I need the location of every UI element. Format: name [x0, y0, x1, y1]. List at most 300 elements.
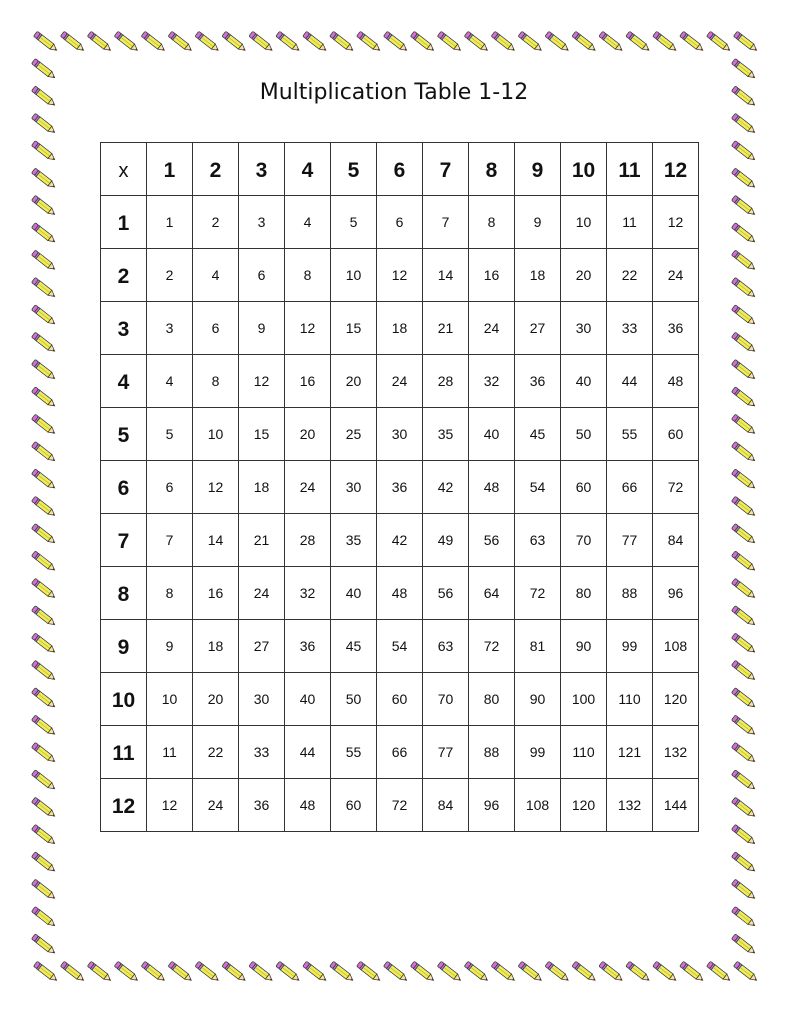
column-header: 6 [377, 143, 423, 196]
product-cell: 33 [239, 726, 285, 779]
pencil-icon [733, 31, 758, 53]
pencil-icon [303, 31, 328, 53]
product-cell: 48 [285, 779, 331, 832]
pencil-icon [731, 824, 756, 846]
column-header: 1 [147, 143, 193, 196]
product-cell: 30 [561, 302, 607, 355]
pencil-icon [706, 31, 731, 53]
pencil-icon [545, 31, 570, 53]
product-cell: 8 [285, 249, 331, 302]
pencil-icon [114, 961, 139, 983]
pencil-icon [31, 469, 56, 491]
pencil-icon [731, 660, 756, 682]
product-cell: 18 [377, 302, 423, 355]
product-cell: 8 [469, 196, 515, 249]
product-cell: 14 [423, 249, 469, 302]
product-cell: 6 [239, 249, 285, 302]
product-cell: 56 [469, 514, 515, 567]
product-cell: 28 [423, 355, 469, 408]
product-cell: 40 [469, 408, 515, 461]
pencil-icon [572, 31, 597, 53]
row-header: 12 [101, 779, 147, 832]
product-cell: 33 [607, 302, 653, 355]
pencil-icon [733, 961, 758, 983]
table-row [101, 620, 699, 673]
product-cell: 18 [515, 249, 561, 302]
product-cell: 44 [607, 355, 653, 408]
product-cell: 32 [469, 355, 515, 408]
product-cell: 6 [193, 302, 239, 355]
product-cell: 77 [423, 726, 469, 779]
pencil-icon [731, 359, 756, 381]
product-cell: 45 [331, 620, 377, 673]
pencil-icon [31, 277, 56, 299]
product-cell: 10 [147, 673, 193, 726]
pencil-icon [731, 770, 756, 792]
pencil-icon [31, 223, 56, 245]
pencil-icon [141, 31, 166, 53]
pencil-icon [303, 961, 328, 983]
pencil-icon [731, 742, 756, 764]
pencil-icon [680, 31, 705, 53]
row-header: 1 [101, 196, 147, 249]
product-cell: 12 [653, 196, 699, 249]
pencil-icon [731, 469, 756, 491]
pencil-icon [31, 141, 56, 163]
pencil-icon [31, 496, 56, 518]
product-cell: 10 [193, 408, 239, 461]
product-cell: 40 [331, 567, 377, 620]
row-header: 7 [101, 514, 147, 567]
pencil-icon [731, 223, 756, 245]
pencil-icon [731, 551, 756, 573]
pencil-icon [31, 332, 56, 354]
product-cell: 22 [193, 726, 239, 779]
table-row [101, 408, 699, 461]
pencil-icon [195, 961, 220, 983]
row-header: 11 [101, 726, 147, 779]
pencil-icon [356, 961, 381, 983]
pencil-icon [31, 633, 56, 655]
product-cell: 72 [377, 779, 423, 832]
pencil-icon [168, 31, 193, 53]
pencil-icon [31, 441, 56, 463]
product-cell: 25 [331, 408, 377, 461]
pencil-icon [626, 31, 651, 53]
pencil-icon [731, 305, 756, 327]
column-header: 8 [469, 143, 515, 196]
product-cell: 32 [285, 567, 331, 620]
product-cell: 45 [515, 408, 561, 461]
product-cell: 66 [377, 726, 423, 779]
product-cell: 12 [285, 302, 331, 355]
pencil-icon [464, 31, 489, 53]
product-cell: 60 [653, 408, 699, 461]
product-cell: 44 [285, 726, 331, 779]
pencil-icon [437, 31, 462, 53]
product-cell: 5 [331, 196, 377, 249]
pencil-icon [731, 578, 756, 600]
pencil-icon [731, 688, 756, 710]
page-title: Multiplication Table 1-12 [259, 80, 529, 105]
pencil-icon [731, 277, 756, 299]
product-cell: 5 [147, 408, 193, 461]
column-header: 3 [239, 143, 285, 196]
product-cell: 24 [239, 567, 285, 620]
row-header: 10 [101, 673, 147, 726]
product-cell: 81 [515, 620, 561, 673]
pencil-icon [410, 31, 435, 53]
product-cell: 20 [285, 408, 331, 461]
pencil-icon [653, 961, 678, 983]
pencil-icon [31, 578, 56, 600]
product-cell: 14 [193, 514, 239, 567]
product-cell: 84 [423, 779, 469, 832]
pencil-icon [31, 524, 56, 546]
product-cell: 60 [377, 673, 423, 726]
pencil-icon [31, 250, 56, 272]
pencil-icon [330, 31, 355, 53]
pencil-icon [87, 31, 112, 53]
product-cell: 12 [239, 355, 285, 408]
pencil-icon [491, 31, 516, 53]
table-row [101, 302, 699, 355]
column-header: 9 [515, 143, 561, 196]
product-cell: 108 [653, 620, 699, 673]
product-cell: 30 [239, 673, 285, 726]
product-cell: 9 [515, 196, 561, 249]
pencil-icon [731, 934, 756, 956]
product-cell: 144 [653, 779, 699, 832]
pencil-icon [31, 168, 56, 190]
pencil-icon [731, 524, 756, 546]
table-row [101, 249, 699, 302]
column-header: 4 [285, 143, 331, 196]
product-cell: 132 [607, 779, 653, 832]
table-row [101, 196, 699, 249]
pencil-icon [518, 31, 543, 53]
pencil-icon [518, 961, 543, 983]
pencil-icon [60, 961, 85, 983]
product-cell: 70 [561, 514, 607, 567]
pencil-icon [410, 961, 435, 983]
column-header: 12 [653, 143, 699, 196]
product-cell: 120 [561, 779, 607, 832]
product-cell: 21 [239, 514, 285, 567]
product-cell: 54 [515, 461, 561, 514]
pencil-icon [114, 31, 139, 53]
product-cell: 4 [147, 355, 193, 408]
pencil-icon [731, 441, 756, 463]
pencil-icon [31, 715, 56, 737]
product-cell: 54 [377, 620, 423, 673]
product-cell: 30 [377, 408, 423, 461]
product-cell: 36 [515, 355, 561, 408]
product-cell: 27 [515, 302, 561, 355]
pencil-icon [731, 387, 756, 409]
pencil-icon [680, 961, 705, 983]
product-cell: 90 [561, 620, 607, 673]
product-cell: 4 [285, 196, 331, 249]
pencil-icon [276, 31, 301, 53]
product-cell: 6 [147, 461, 193, 514]
pencil-icon [731, 332, 756, 354]
product-cell: 8 [193, 355, 239, 408]
row-header: 6 [101, 461, 147, 514]
product-cell: 64 [469, 567, 515, 620]
pencil-icon [545, 961, 570, 983]
product-cell: 77 [607, 514, 653, 567]
pencil-icon [731, 879, 756, 901]
pencil-icon [31, 359, 56, 381]
pencil-icon [731, 250, 756, 272]
column-header: 10 [561, 143, 607, 196]
product-cell: 18 [193, 620, 239, 673]
product-cell: 48 [653, 355, 699, 408]
product-cell: 20 [193, 673, 239, 726]
pencil-icon [87, 961, 112, 983]
product-cell: 24 [377, 355, 423, 408]
header-row [101, 143, 699, 196]
pencil-icon [31, 113, 56, 135]
product-cell: 80 [469, 673, 515, 726]
product-cell: 35 [423, 408, 469, 461]
pencil-icon [356, 31, 381, 53]
product-cell: 24 [469, 302, 515, 355]
product-cell: 108 [515, 779, 561, 832]
pencil-icon [731, 906, 756, 928]
product-cell: 121 [607, 726, 653, 779]
product-cell: 36 [653, 302, 699, 355]
pencil-icon [31, 797, 56, 819]
pencil-icon [31, 770, 56, 792]
product-cell: 88 [469, 726, 515, 779]
pencil-icon [33, 31, 58, 53]
product-cell: 24 [285, 461, 331, 514]
product-cell: 21 [423, 302, 469, 355]
product-cell: 4 [193, 249, 239, 302]
table-row [101, 779, 699, 832]
pencil-icon [31, 195, 56, 217]
pencil-icon [599, 31, 624, 53]
product-cell: 90 [515, 673, 561, 726]
column-header: 11 [607, 143, 653, 196]
product-cell: 7 [423, 196, 469, 249]
product-cell: 16 [285, 355, 331, 408]
product-cell: 60 [561, 461, 607, 514]
row-header: 5 [101, 408, 147, 461]
row-header: 3 [101, 302, 147, 355]
pencil-icon [31, 852, 56, 874]
product-cell: 12 [377, 249, 423, 302]
pencil-icon [731, 414, 756, 436]
product-cell: 10 [561, 196, 607, 249]
pencil-icon [731, 852, 756, 874]
product-cell: 1 [147, 196, 193, 249]
pencil-icon [626, 961, 651, 983]
product-cell: 27 [239, 620, 285, 673]
product-cell: 18 [239, 461, 285, 514]
product-cell: 20 [331, 355, 377, 408]
row-header: 9 [101, 620, 147, 673]
pencil-icon [731, 715, 756, 737]
product-cell: 96 [469, 779, 515, 832]
product-cell: 50 [561, 408, 607, 461]
pencil-icon [249, 31, 274, 53]
corner-cell: x [101, 143, 147, 196]
pencil-icon [31, 387, 56, 409]
product-cell: 42 [377, 514, 423, 567]
product-cell: 11 [147, 726, 193, 779]
pencil-icon [31, 551, 56, 573]
row-header: 2 [101, 249, 147, 302]
pencil-icon [437, 961, 462, 983]
product-cell: 72 [469, 620, 515, 673]
product-cell: 66 [607, 461, 653, 514]
product-cell: 48 [377, 567, 423, 620]
pencil-icon [31, 688, 56, 710]
product-cell: 35 [331, 514, 377, 567]
pencil-icon [383, 31, 408, 53]
pencil-icon [731, 168, 756, 190]
pencil-icon [572, 961, 597, 983]
product-cell: 56 [423, 567, 469, 620]
product-cell: 120 [653, 673, 699, 726]
product-cell: 3 [239, 196, 285, 249]
pencil-icon [731, 113, 756, 135]
product-cell: 9 [147, 620, 193, 673]
product-cell: 84 [653, 514, 699, 567]
product-cell: 2 [147, 249, 193, 302]
product-cell: 99 [515, 726, 561, 779]
product-cell: 110 [607, 673, 653, 726]
product-cell: 80 [561, 567, 607, 620]
row-header: 8 [101, 567, 147, 620]
row-header: 4 [101, 355, 147, 408]
product-cell: 100 [561, 673, 607, 726]
pencil-icon [31, 934, 56, 956]
pencil-icon [60, 31, 85, 53]
table-row [101, 461, 699, 514]
pencil-icon [31, 742, 56, 764]
product-cell: 15 [331, 302, 377, 355]
product-cell: 6 [377, 196, 423, 249]
product-cell: 110 [561, 726, 607, 779]
product-cell: 99 [607, 620, 653, 673]
product-cell: 40 [285, 673, 331, 726]
product-cell: 8 [147, 567, 193, 620]
pencil-icon [222, 31, 247, 53]
product-cell: 55 [331, 726, 377, 779]
product-cell: 40 [561, 355, 607, 408]
product-cell: 63 [423, 620, 469, 673]
pencil-icon [599, 961, 624, 983]
table-row [101, 726, 699, 779]
product-cell: 50 [331, 673, 377, 726]
product-cell: 72 [515, 567, 561, 620]
pencil-icon [31, 606, 56, 628]
pencil-icon [31, 305, 56, 327]
product-cell: 15 [239, 408, 285, 461]
pencil-icon [731, 59, 756, 81]
pencil-icon [731, 141, 756, 163]
product-cell: 36 [285, 620, 331, 673]
product-cell: 2 [193, 196, 239, 249]
product-cell: 16 [193, 567, 239, 620]
product-cell: 12 [193, 461, 239, 514]
product-cell: 55 [607, 408, 653, 461]
product-cell: 3 [147, 302, 193, 355]
column-header: 7 [423, 143, 469, 196]
pencil-icon [731, 633, 756, 655]
product-cell: 22 [607, 249, 653, 302]
product-cell: 28 [285, 514, 331, 567]
pencil-icon [31, 660, 56, 682]
pencil-icon [33, 961, 58, 983]
pencil-icon [731, 797, 756, 819]
pencil-icon [653, 31, 678, 53]
table-row [101, 514, 699, 567]
pencil-icon [731, 195, 756, 217]
product-cell: 42 [423, 461, 469, 514]
pencil-icon [249, 961, 274, 983]
product-cell: 132 [653, 726, 699, 779]
pencil-icon [222, 961, 247, 983]
pencil-icon [491, 961, 516, 983]
pencil-icon [330, 961, 355, 983]
product-cell: 63 [515, 514, 561, 567]
pencil-icon [731, 606, 756, 628]
pencil-icon [31, 906, 56, 928]
product-cell: 49 [423, 514, 469, 567]
pencil-icon [464, 961, 489, 983]
column-header: 5 [331, 143, 377, 196]
product-cell: 88 [607, 567, 653, 620]
pencil-icon [731, 496, 756, 518]
multiplication-table [100, 142, 699, 832]
pencil-icon [276, 961, 301, 983]
pencil-icon [31, 824, 56, 846]
product-cell: 20 [561, 249, 607, 302]
product-cell: 7 [147, 514, 193, 567]
product-cell: 24 [193, 779, 239, 832]
pencil-icon [31, 879, 56, 901]
pencil-icon [383, 961, 408, 983]
product-cell: 36 [377, 461, 423, 514]
table-row [101, 355, 699, 408]
pencil-icon [706, 961, 731, 983]
product-cell: 70 [423, 673, 469, 726]
product-cell: 12 [147, 779, 193, 832]
column-header: 2 [193, 143, 239, 196]
product-cell: 36 [239, 779, 285, 832]
product-cell: 16 [469, 249, 515, 302]
product-cell: 96 [653, 567, 699, 620]
product-cell: 30 [331, 461, 377, 514]
product-cell: 11 [607, 196, 653, 249]
product-cell: 72 [653, 461, 699, 514]
pencil-icon [141, 961, 166, 983]
pencil-icon [31, 414, 56, 436]
product-cell: 48 [469, 461, 515, 514]
product-cell: 60 [331, 779, 377, 832]
pencil-icon [168, 961, 193, 983]
product-cell: 24 [653, 249, 699, 302]
product-cell: 10 [331, 249, 377, 302]
product-cell: 9 [239, 302, 285, 355]
table-row [101, 673, 699, 726]
pencil-icon [31, 59, 56, 81]
